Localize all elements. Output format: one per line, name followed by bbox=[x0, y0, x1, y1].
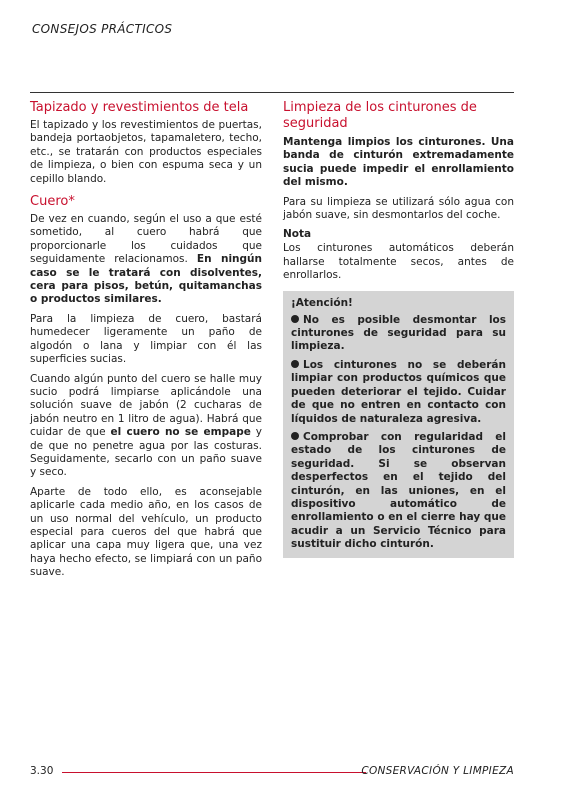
bullet-icon bbox=[291, 315, 299, 323]
warning-title: ¡Atención! bbox=[291, 296, 353, 309]
cinturones-title: Limpieza de los cinturones de seguridad bbox=[283, 100, 477, 131]
warning-item-text: Los cinturones no se deberán limpiar con productos químicos que pueden deteriorar el tejido. Cuidar de que no entren en contacto con líquidos de naturaleza agresiva. bbox=[291, 358, 506, 425]
bullet-icon bbox=[291, 360, 299, 368]
tapizado-body: El tapizado y los revestimientos de puertas, bandeja portaobjetos, tapamaletero, techo, etc., se tratarán con productos especiales de limpieza, o bien con espuma seca y un cepillo blando. bbox=[30, 119, 262, 185]
cinturones-body: Para su limpieza se utilizará sólo agua con jabón suave, sin desmontarlos del coche. bbox=[283, 195, 514, 222]
nota-title: Nota bbox=[283, 228, 312, 241]
warning-box bbox=[283, 291, 514, 558]
warning-item bbox=[291, 359, 506, 426]
cuero-p3-text-c: y de que no penetre agua por las costuras. Seguidamente, secarlo con un paño suave y seco. bbox=[30, 426, 262, 479]
cuero-paragraph-2: Para la limpieza de cuero, bastará humedecer ligeramente un paño de algodón o lana y limpiar con él las superficies sucias. bbox=[30, 312, 262, 366]
cuero-title: Cuero* bbox=[30, 194, 75, 210]
cuero-p1-warning: En ningún caso se le tratará con disolventes, cera para pisos, betún, quitamanchas o productos similares. bbox=[30, 253, 262, 306]
nota-body: Los cinturones automáticos deberán hallarse totalmente secos, antes de enrollarlos. bbox=[283, 242, 514, 282]
warning-item-text: Comprobar con regularidad el estado de los cinturones de seguridad. Si se observan desperfectos en el tejido del cinturón, en las uniones, en el dispositivo automático de enrollamiento o en el cierre hay que acudir a un Servicio Técnico para sustituir dicho cinturón. bbox=[291, 430, 506, 551]
warning-item bbox=[291, 314, 506, 354]
cinturones-lead: Mantenga limpios los cinturones. Una banda de cinturón extremadamente sucia puede impedir el enrollamiento del mismo. bbox=[283, 136, 514, 189]
tapizado-title: Tapizado y revestimientos de tela bbox=[30, 100, 249, 115]
warning-item-text: No es posible desmontar los cinturones de seguridad para su limpieza. bbox=[291, 313, 506, 353]
right-column bbox=[283, 100, 514, 558]
bullet-icon bbox=[291, 432, 299, 440]
footer-divider bbox=[62, 772, 366, 773]
chapter-title: CONSERVACIÓN Y LIMPIEZA bbox=[361, 765, 514, 777]
cuero-p3-text-a: Cuando algún punto del cuero se halle muy sucio podrá limpiarse aplicándole una solución suave de jabón (2 cucharas de jabón neutro en 1 litro de agua). Habrá que cuidar de que bbox=[30, 372, 262, 439]
cuero-p3-emphasis: el cuero no se empape bbox=[110, 426, 251, 439]
cuero-paragraph-1 bbox=[30, 213, 262, 307]
warning-item bbox=[291, 431, 506, 552]
header-divider bbox=[30, 92, 514, 93]
page-number: 3.30 bbox=[30, 765, 54, 777]
left-column bbox=[30, 100, 262, 586]
cuero-paragraph-3 bbox=[30, 373, 262, 480]
section-header: CONSEJOS PRÁCTICOS bbox=[32, 22, 173, 36]
cuero-paragraph-4: Aparte de todo ello, es aconsejable aplicarle cada medio año, en los casos de un uso normal del vehículo, un producto especial para cueros del que habrá que aplicar una capa muy ligera que, una vez haya hecho efecto, se limpiará con un paño suave. bbox=[30, 485, 262, 579]
cuero-p1-text: De vez en cuando, según el uso a que esté sometido, al cuero habrá que proporcionarle los cuidados que seguidamente relacionamos. bbox=[30, 213, 262, 266]
